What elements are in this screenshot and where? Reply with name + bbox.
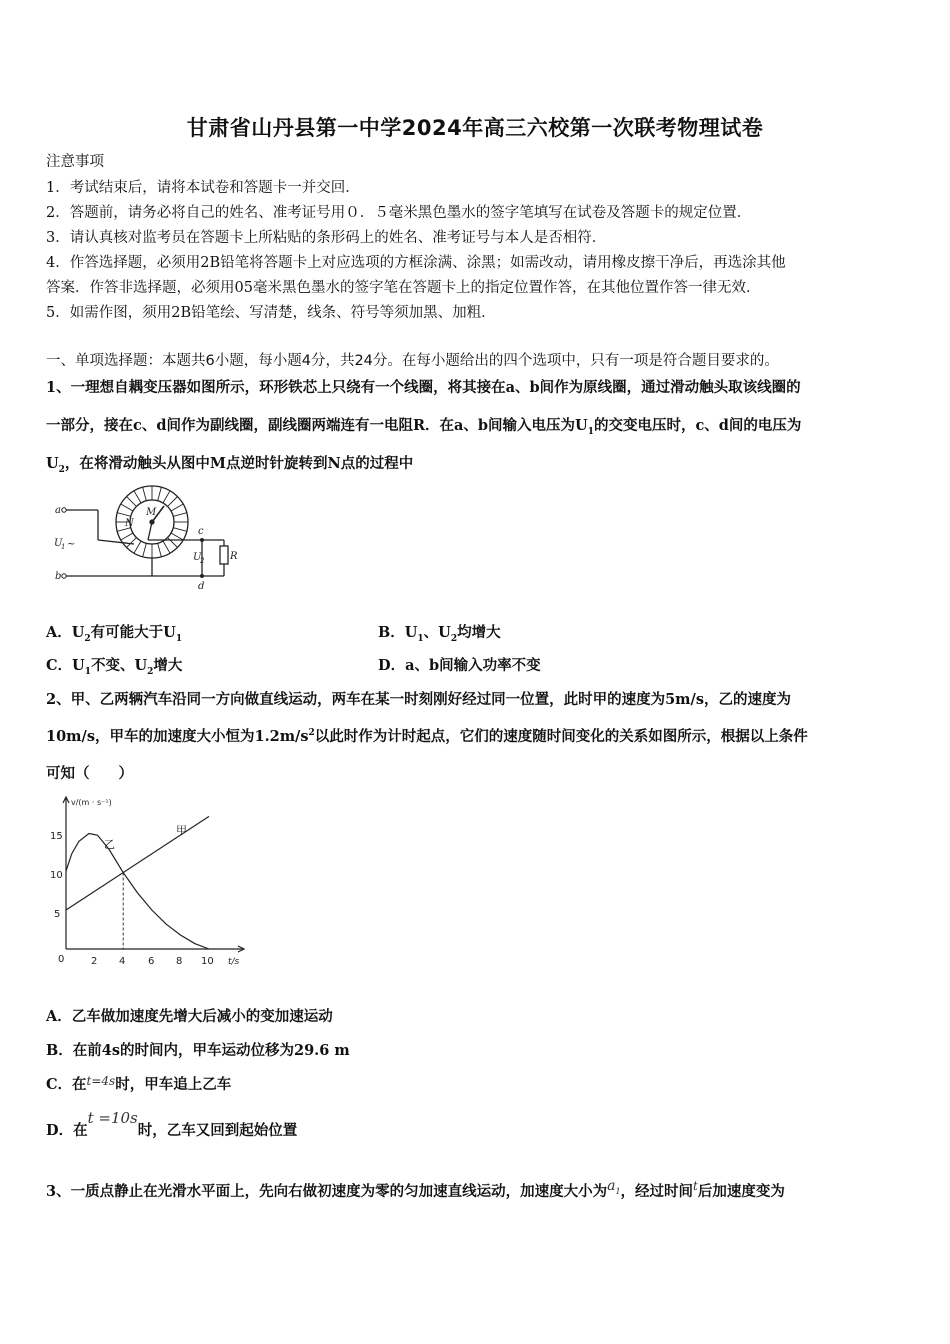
x-tick-10: 10 xyxy=(201,956,214,967)
q1-text-3: $U_2$，在将滑动触头从图中M点逆时针旋转到N点的过程中 xyxy=(46,455,414,475)
notice-item-2: 2．答题前，请务必将自己的姓名、准考证号用０．５毫米黑色墨水的签字笔填写在试卷及答题卡的规定位置． xyxy=(46,205,752,221)
q2-option-b[interactable]: B．在前4s的时间内，甲车运动位移为29.6 m xyxy=(46,1042,350,1059)
label-a: a xyxy=(55,505,61,516)
q2-option-d[interactable]: D．在t =10s时，乙车又回到起始位置 xyxy=(46,1109,298,1139)
q2-text-1: 2、甲、乙两辆汽车沿同一方向做直线运动，两车在某一时刻刚好经过同一位置，此时甲的速度为5m/s，乙的速度为 xyxy=(46,691,791,708)
x-axis-label: t/s xyxy=(228,957,240,967)
autotransformer-figure xyxy=(52,482,252,592)
terminal-a xyxy=(62,508,66,512)
label-d: d xyxy=(198,581,205,592)
x-tick-6: 6 xyxy=(148,956,155,967)
y-tick-10: 10 xyxy=(50,870,63,881)
q2-text-2: 10m/s，甲车的加速度大小恒为$1.2m/s^2$以此时作为计时起点，它们的速度随时间变化的关系如图所示，根据以上条件 xyxy=(46,728,808,745)
series-yi-curve xyxy=(66,834,209,949)
notice-item-5: 5．如需作图，须用2B铅笔绘、写清楚，线条、符号等须加黑、加粗． xyxy=(46,305,496,321)
x-tick-0: 0 xyxy=(58,954,65,965)
notice-item-4: 4．作答选择题，必须用2B铅笔将答题卡上对应选项的方框涂满、涂黑；如需改动，请用橡皮擦干净后，再选涂其他 xyxy=(46,255,786,271)
label-u1: U xyxy=(54,538,63,549)
label-c: c xyxy=(198,526,204,537)
label-u2: U xyxy=(193,552,202,563)
terminal-d xyxy=(200,574,204,578)
series-jia-line xyxy=(66,816,209,910)
notice-heading: 注意事项 xyxy=(46,154,104,170)
label-b: b xyxy=(55,571,62,582)
ac-source-symbol: ~ xyxy=(67,539,76,550)
q2-option-c[interactable]: C．在$^{t=4s}$时，甲车追上乙车 xyxy=(46,1074,232,1093)
x-tick-8: 8 xyxy=(176,956,183,967)
q2-text-3: 可知（ ） xyxy=(46,765,133,782)
notice-item-1: 1．考试结束后，请将本试卷和答题卡一并交回． xyxy=(46,180,360,196)
y-axis-label: v/(m · s⁻¹) xyxy=(71,798,112,807)
q1-option-c[interactable]: C．$U_1$不变、$U_2$增大 xyxy=(46,657,183,677)
terminal-c xyxy=(200,538,204,542)
resistor xyxy=(220,546,228,564)
label-n: N xyxy=(125,518,134,529)
q1-text-2: 一部分，接在c、d间作为副线圈，副线圈两端连有一电阻R．在a、b间输入电压为$U_1$的交变电压时，c、d间的电压为 xyxy=(46,417,802,437)
series-label-jia: 甲 xyxy=(176,824,187,837)
q1-option-d[interactable]: D．a、b间输入功率不变 xyxy=(378,657,541,674)
y-tick-5: 5 xyxy=(54,909,61,920)
notice-item-4-cont: 答案．作答非选择题，必须用05毫米黑色墨水的签字笔在答题卡上的指定位置作答，在其他位置作答一律无效． xyxy=(46,280,761,296)
label-m: M xyxy=(146,507,157,518)
terminal-b xyxy=(62,574,66,578)
y-tick-15: 15 xyxy=(50,831,63,842)
label-u1-sub: 1 xyxy=(61,543,66,551)
q1-option-b[interactable]: B．$U_1$、$U_2$均增大 xyxy=(378,624,501,644)
q2-option-a[interactable]: A．乙车做加速度先增大后减小的变加速运动 xyxy=(46,1008,333,1025)
notice-item-3: 3．请认真核对监考员在答题卡上所粘贴的条形码上的姓名、准考证号与本人是否相符． xyxy=(46,230,607,246)
section-heading: 一、单项选择题：本题共6小题，每小题4分，共24分。在每小题给出的四个选项中，只有一项是符合题目要求的。 xyxy=(46,353,779,369)
q1-option-a[interactable]: A．$U_2$有可能大于$U_1$ xyxy=(46,624,183,644)
page-title: 甘肃省山丹县第一中学2024年高三六校第一次联考物理试卷 xyxy=(186,116,764,140)
label-u2-sub: 2 xyxy=(200,557,205,565)
q3-text-1: 3、一质点静止在光滑水平面上，先向右做初速度为零的匀加速直线运动，加速度大小为$a_1$，经过时间$^t$后加速度变为 xyxy=(46,1178,785,1200)
velocity-time-chart xyxy=(48,792,248,972)
x-tick-4: 4 xyxy=(119,956,126,967)
q1-text-1: 1、一理想自耦变压器如图所示，环形铁芯上只绕有一个线圈，将其接在a、b间作为原线圈，通过滑动触头取该线圈的 xyxy=(46,379,801,396)
series-label-yi: 乙 xyxy=(104,838,115,851)
x-tick-2: 2 xyxy=(91,956,98,967)
label-r: R xyxy=(230,551,238,562)
